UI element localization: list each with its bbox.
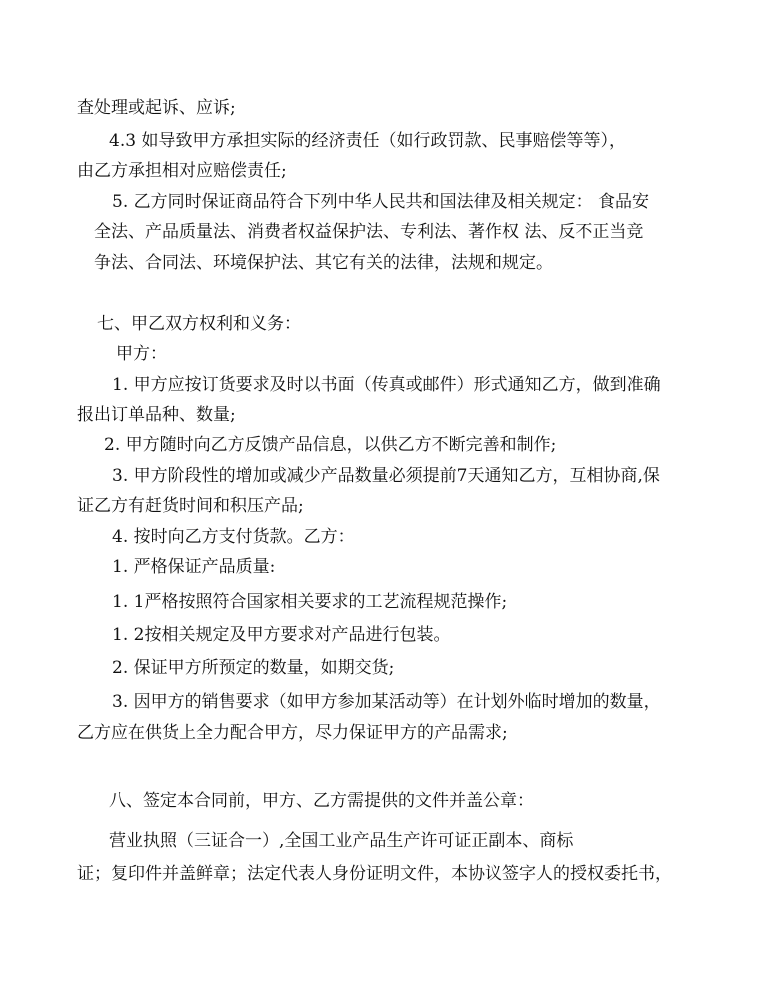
party-b-item-3-line-1: 3. 因甲方的销售要求（如甲方参加某活动等）在计划外临时增加的数量， bbox=[112, 692, 661, 712]
clause-4-3-line-2: 由乙方承担相对应赔偿责任; bbox=[77, 161, 287, 181]
party-b-item-1-1: 1. 1严格按照符合国家相关要求的工艺流程规范操作; bbox=[112, 592, 508, 612]
party-b-item-1-2: 1. 2按相关规定及甲方要求对产品进行包装。 bbox=[112, 625, 451, 645]
party-a-item-4: 4. 按时向乙方支付货款。乙方： bbox=[112, 527, 355, 547]
party-a-label: 甲方： bbox=[116, 344, 167, 364]
section-7-heading: 七、甲乙双方权利和义务： bbox=[97, 314, 301, 334]
party-a-item-1-line-1: 1. 甲方应按订货要求及时以书面（传真或邮件）形式通知乙方，做到准确 bbox=[112, 375, 661, 395]
party-a-item-3-line-2: 证乙方有赶货时间和积压产品; bbox=[77, 496, 304, 516]
clause-4-3-line-1: 4.3 如导致甲方承担实际的经济责任（如行政罚款、民事赔偿等等）， bbox=[109, 131, 626, 151]
party-b-item-2: 2. 保证甲方所预定的数量，如期交货; bbox=[112, 658, 395, 678]
clause-5-line-1: 5. 乙方同时保证商品符合下列中华人民共和国法律及相关规定： 食品安 bbox=[112, 192, 650, 212]
section-8-paragraph-line-2: 证；复印件并盖鲜章；法定代表人身份证明文件，本协议签字人的授权委托书， bbox=[77, 864, 672, 884]
clause-5-line-2: 全法、产品质量法、消费者权益保护法、专利法、著作权 法、反不正当竞 bbox=[94, 222, 644, 242]
party-a-item-1-line-2: 报出订单品种、数量; bbox=[77, 405, 236, 425]
continuation-line: 查处理或起诉、应诉; bbox=[77, 98, 236, 118]
section-8-paragraph-line-1: 营业执照（三证合一）,全国工业产品生产许可证正副本、商标 bbox=[109, 831, 574, 851]
clause-5-line-3: 争法、合同法、环境保护法、其它有关的法律，法规和规定。 bbox=[94, 253, 553, 273]
section-8-heading: 八、签定本合同前，甲方、乙方需提供的文件并盖公章： bbox=[109, 791, 534, 811]
party-a-item-3-line-1: 3. 甲方阶段性的增加或减少产品数量必须提前7天通知乙方，互相协商,保 bbox=[112, 466, 660, 486]
party-b-item-3-line-2: 乙方应在供货上全力配合甲方，尽力保证甲方的产品需求; bbox=[77, 723, 508, 743]
party-a-item-2: 2. 甲方随时向乙方反馈产品信息，以供乙方不断完善和制作; bbox=[104, 435, 557, 455]
party-b-item-1: 1. 严格保证产品质量: bbox=[112, 557, 276, 577]
